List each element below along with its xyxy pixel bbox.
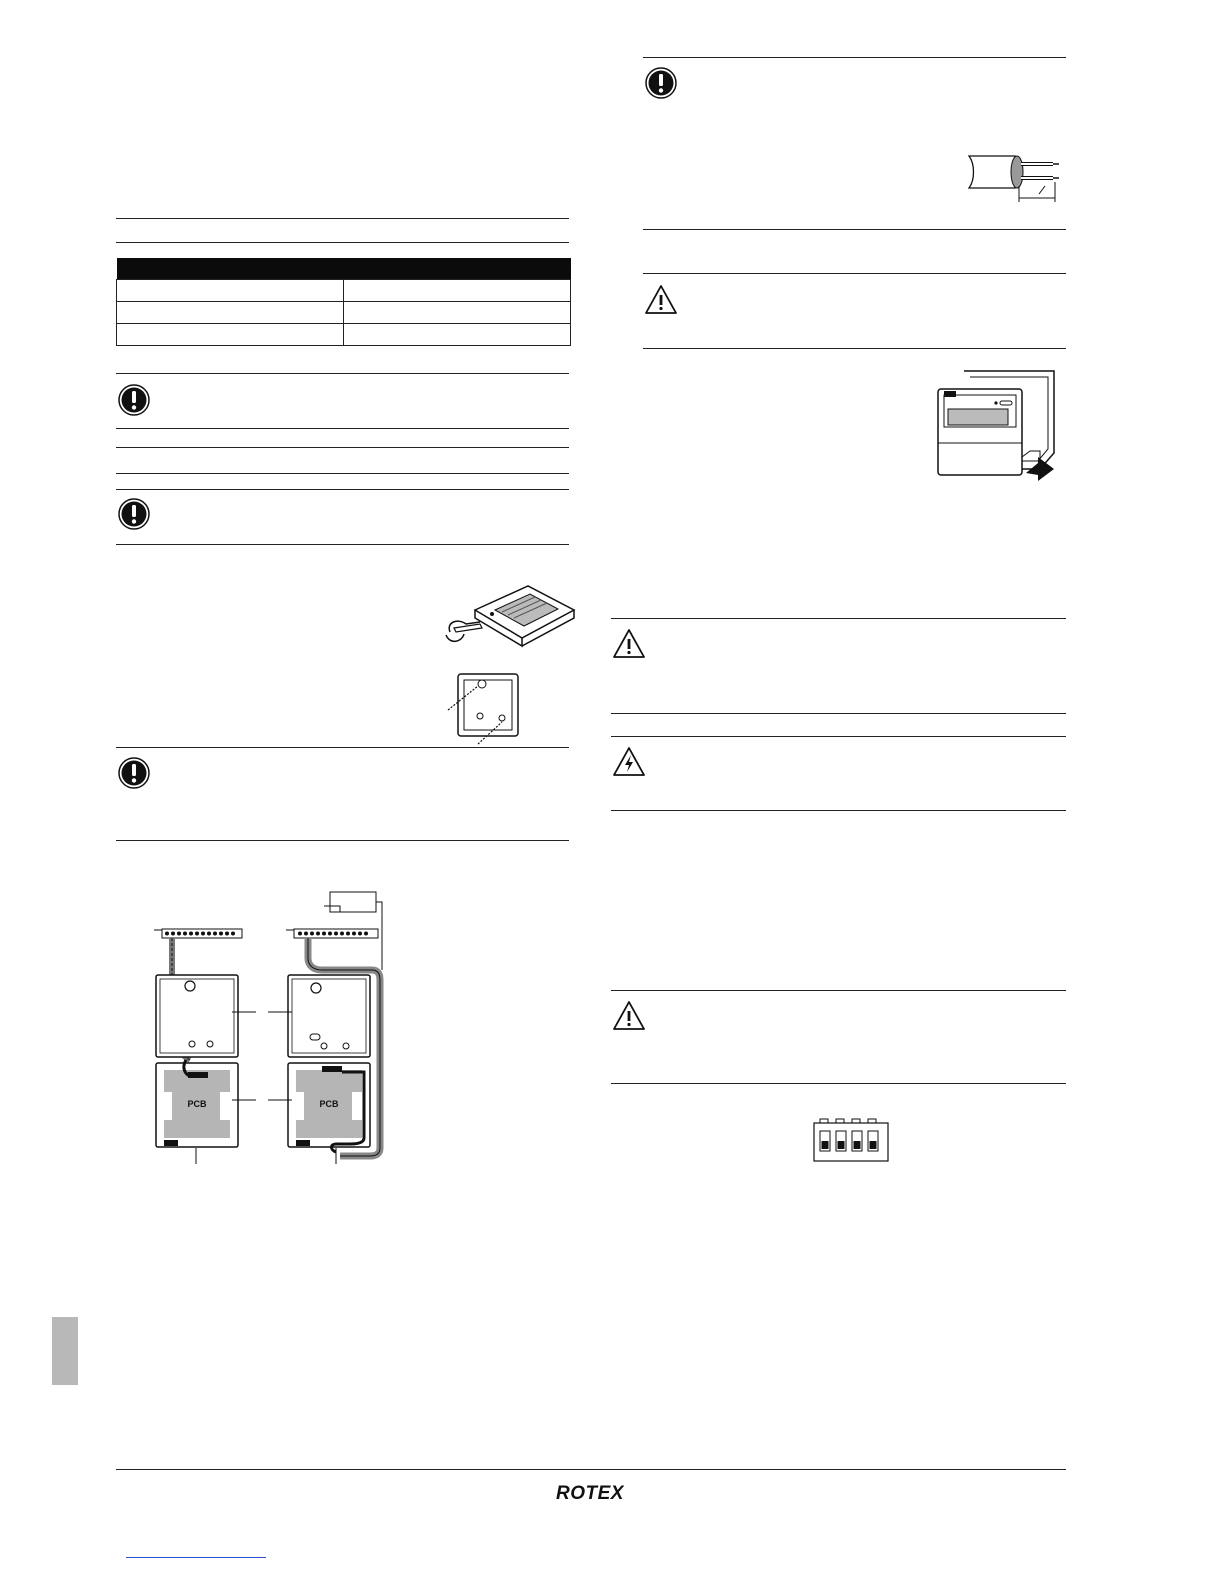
table-cell [117, 302, 344, 324]
rule [611, 810, 1066, 811]
electric-hazard-icon [612, 746, 646, 778]
controller-cover-illustration [930, 365, 1060, 485]
rule [643, 348, 1066, 349]
stripped-cable-illustration [965, 150, 1065, 206]
rule [116, 447, 569, 448]
important-icon [644, 66, 678, 100]
important-icon [117, 383, 151, 417]
controller-opening-illustration [440, 580, 580, 650]
rule [116, 373, 569, 374]
rule [116, 242, 569, 243]
table-row [117, 302, 571, 324]
footer-rule [116, 1469, 1066, 1470]
link-underline [126, 1557, 266, 1558]
rule [643, 273, 1066, 274]
rotex-logo [550, 1478, 630, 1506]
rule [116, 747, 569, 748]
warning-icon [644, 284, 678, 316]
rule [643, 229, 1066, 230]
pcb-label: PCB [187, 1099, 207, 1109]
pcb-label: PCB [319, 1099, 339, 1109]
rule [643, 57, 1066, 58]
wiring-diagram [150, 880, 400, 1170]
important-icon [117, 497, 151, 531]
table-cell [344, 302, 571, 324]
rule [116, 218, 569, 219]
backplate-mounting-illustration [444, 670, 524, 748]
rule [116, 544, 569, 545]
brand-logo-text: ROTEX [556, 1483, 624, 1504]
table-header-row [117, 258, 571, 280]
rule [116, 840, 569, 841]
rule [116, 428, 569, 429]
rule [611, 1083, 1066, 1084]
rule [611, 713, 1066, 714]
warning-icon [612, 1000, 646, 1032]
table-cell [344, 324, 571, 346]
table-cell [117, 324, 344, 346]
dip-switch-illustration [810, 1115, 892, 1165]
rule [116, 489, 569, 490]
rule [116, 473, 569, 474]
table-row [117, 324, 571, 346]
rule [611, 736, 1066, 737]
chapter-tab [52, 1317, 78, 1385]
table-cell [344, 280, 571, 302]
table-row [117, 280, 571, 302]
rule [611, 990, 1066, 991]
warning-icon [612, 628, 646, 660]
rule [611, 618, 1066, 619]
spec-table [116, 258, 571, 346]
important-icon [117, 756, 151, 790]
table-cell [117, 280, 344, 302]
